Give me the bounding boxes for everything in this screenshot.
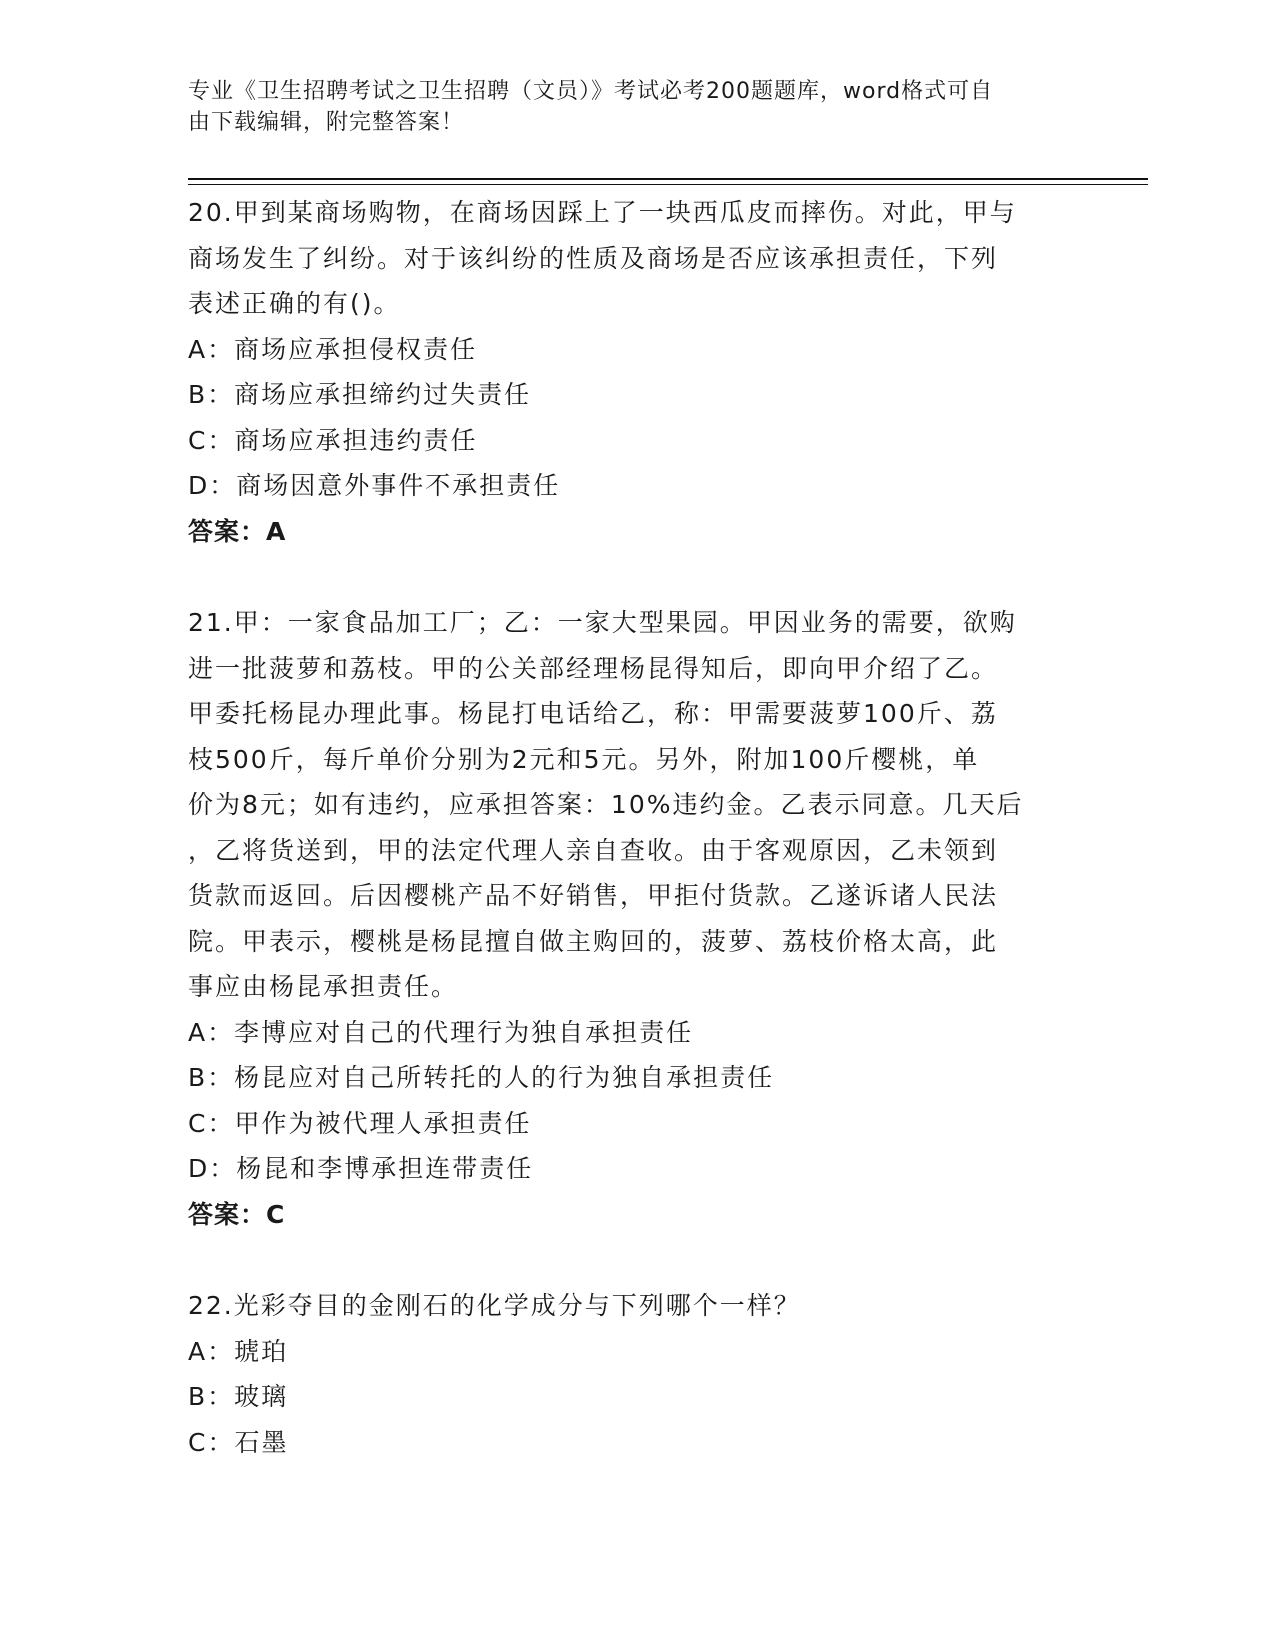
question-text-line: 22.光彩夺目的金刚石的化学成分与下列哪个一样？ <box>188 1291 801 1320</box>
question-text-line: 价为8元；如有违约，应承担答案：10%违约金。乙表示同意。几天后 <box>188 790 1024 819</box>
question-text-line: ，乙将货送到，甲的法定代理人亲自查收。由于客观原因，乙未领到 <box>188 835 999 865</box>
question-20 <box>188 190 1068 554</box>
option-b: B：杨昆应对自己所转托的人的行为独自承担责任 <box>188 1063 775 1092</box>
option-d: D：杨昆和李博承担连带责任 <box>188 1154 534 1183</box>
option-c: C：甲作为被代理人承担责任 <box>188 1108 532 1138</box>
option-b: B：商场应承担缔约过失责任 <box>188 380 532 409</box>
question-text-line: 院。甲表示，樱桃是杨昆擅自做主购回的，菠萝、荔枝价格太高，此 <box>188 926 999 956</box>
answer-line: 答案：C <box>188 1199 286 1229</box>
option-a: A：李博应对自己的代理行为独自承担责任 <box>188 1017 694 1047</box>
question-21 <box>188 600 1068 1237</box>
header-divider-thick <box>188 178 1148 180</box>
header-line: 由下载编辑，附完整答案！ <box>188 110 465 135</box>
option-b: B：玻璃 <box>188 1382 289 1411</box>
question-text-line: 进一批菠萝和荔枝。甲的公关部经理杨昆得知后，即向甲介绍了乙。 <box>188 653 999 683</box>
option-c: C：商场应承担违约责任 <box>188 425 478 455</box>
header-line: 专业《卫生招聘考试之卫生招聘（文员）》考试必考200题题库，word格式可自 <box>188 79 994 104</box>
document-header <box>188 76 1088 138</box>
question-text-line: 21.甲：一家食品加工厂；乙：一家大型果园。甲因业务的需要，欲购 <box>188 608 1017 637</box>
question-text-line: 事应由杨昆承担责任。 <box>188 972 459 1001</box>
option-c: C：石墨 <box>188 1427 289 1457</box>
answer-line: 答案：A <box>188 516 287 546</box>
option-a: A：琥珀 <box>188 1336 289 1366</box>
question-text-line: 20.甲到某商场购物，在商场因踩上了一块西瓜皮而摔伤。对此，甲与 <box>188 198 1017 227</box>
question-text-line: 货款而返回。后因樱桃产品不好销售，甲拒付货款。乙遂诉诸人民法 <box>188 881 999 910</box>
question-text-line: 枝500斤，每斤单价分别为2元和5元。另外，附加100斤樱桃，单 <box>188 744 980 774</box>
question-22 <box>188 1283 1068 1465</box>
question-text-line: 商场发生了纠纷。对于该纠纷的性质及商场是否应该承担责任，下列 <box>188 243 999 273</box>
option-a: A：商场应承担侵权责任 <box>188 334 478 364</box>
question-text-line: 表述正确的有()。 <box>188 289 401 318</box>
question-text-line: 甲委托杨昆办理此事。杨昆打电话给乙，称：甲需要菠萝100斤、荔 <box>188 699 998 728</box>
header-divider-thin <box>188 184 1148 185</box>
option-d: D：商场因意外事件不承担责任 <box>188 471 561 500</box>
questions-container <box>188 190 1068 1511</box>
